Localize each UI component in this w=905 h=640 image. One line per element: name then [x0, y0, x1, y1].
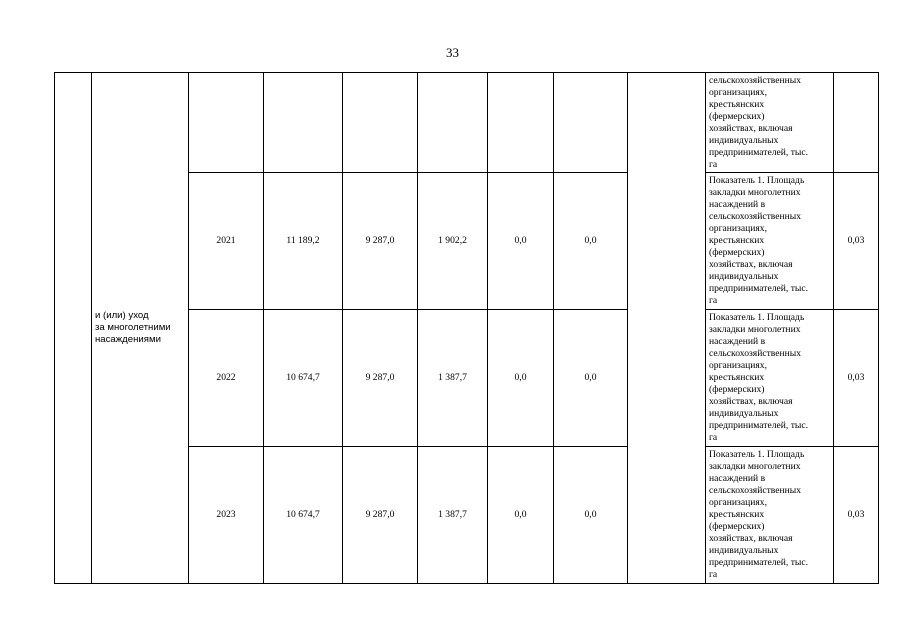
federal-budget-cell: 9 287,0 [343, 310, 418, 447]
indicator-value-cell: 0,03 [834, 173, 879, 310]
total-cell: 10 674,7 [264, 310, 343, 447]
indicator-value-cell [834, 73, 879, 173]
table-row [55, 73, 879, 173]
indicator-value-cell: 0,03 [834, 447, 879, 584]
other-sources-cell: 0,0 [554, 447, 628, 584]
other-sources-cell [554, 73, 628, 173]
local-budget-cell: 0,0 [488, 447, 554, 584]
indicator-cell: сельскохозяйственных организациях, крестьянских (фермерских) хозяйствах, включая индивидуальных предпринимателей, тыс. га [706, 73, 834, 173]
other-sources-cell: 0,0 [554, 310, 628, 447]
indicator-cell: Показатель 1. Площадь закладки многолетних насаждений в сельскохозяйственных организациях, крестьянских (фермерских) хозяйствах, включая индивидуальных предпринимателей, тыс. га [706, 173, 834, 310]
year-cell: 2022 [189, 310, 264, 447]
local-budget-cell: 0,0 [488, 310, 554, 447]
year-cell [189, 73, 264, 173]
activity-name-cell: и (или) уход за многолетними насаждениями [92, 73, 189, 584]
year-cell: 2023 [189, 447, 264, 584]
year-cell: 2021 [189, 173, 264, 310]
responsible-cell [628, 73, 706, 584]
total-cell [264, 73, 343, 173]
number-cell [55, 73, 92, 584]
regional-budget-cell [418, 73, 488, 173]
regional-budget-cell: 1 387,7 [418, 310, 488, 447]
other-sources-cell: 0,0 [554, 173, 628, 310]
indicator-cell: Показатель 1. Площадь закладки многолетних насаждений в сельскохозяйственных организациях, крестьянских (фермерских) хозяйствах, включая индивидуальных предпринимателей, тыс. га [706, 310, 834, 447]
total-cell: 10 674,7 [264, 447, 343, 584]
total-cell: 11 189,2 [264, 173, 343, 310]
indicator-cell: Показатель 1. Площадь закладки многолетних насаждений в сельскохозяйственных организациях, крестьянских (фермерских) хозяйствах, включая индивидуальных предпринимателей, тыс. га [706, 447, 834, 584]
local-budget-cell: 0,0 [488, 173, 554, 310]
federal-budget-cell: 9 287,0 [343, 173, 418, 310]
page-number: 33 [446, 45, 459, 60]
local-budget-cell [488, 73, 554, 173]
regional-budget-cell: 1 387,7 [418, 447, 488, 584]
program-table [54, 72, 879, 584]
regional-budget-cell: 1 902,2 [418, 173, 488, 310]
indicator-value-cell: 0,03 [834, 310, 879, 447]
federal-budget-cell: 9 287,0 [343, 447, 418, 584]
federal-budget-cell [343, 73, 418, 173]
